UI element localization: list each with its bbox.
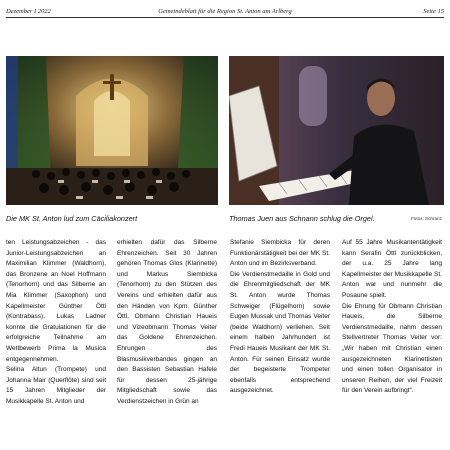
- header-rule: [6, 17, 444, 18]
- paragraph: Die Ehrung für Obmann Christian Haueis, die Silberne Verdienstmedaille, nahm dessen Stellvertreter Thomas Veiter vor: „Wir haben mit Christian einen ausgezeichneten Klarinettisten und einen tollen Organisator in unseren Reihen, der viel Freizeit für den Verein aufbringt“.: [342, 302, 442, 395]
- orchestra-concert-photo: [6, 56, 218, 205]
- issue-date: Dezember I 2022: [6, 8, 51, 15]
- paragraph: Auf 55 Jahre Musikantentätigkeit kann Serafin Öttl zurückblicken, der u.a. 25 Jahre lang Kapellmeister der Musikkapelle St. Anton war und nunmehr die Posaune spielt.: [342, 239, 442, 299]
- photo-caption: Thomas Juen aus Schnann schlug die Orgel.: [229, 214, 375, 223]
- publication-title: Gemeindeblatt für die Region St. Anton am Arlberg: [158, 8, 292, 15]
- article-column-1: [6, 238, 106, 408]
- article-column-4: [342, 238, 442, 397]
- organist-photo: [229, 56, 444, 205]
- article-column-3: [230, 238, 330, 397]
- paragraph: Die Verdienstmedaille in Gold und die Ehrenmitgliedschaft der MK St. Anton wurde Thomas Schweiger (Flügelhorn) sowie Eugen Mussak und Thomas Veiter (beide Waldhorn) verliehen. Seit einem halben Jahrhundert ist Fredi Haueis Musikant der MK St. Anton. Für seinen Einsatz wurde der begeisterte Trompeter ebenfalls entsprechend ausgezeichnet.: [230, 270, 330, 395]
- paragraph: erhielten dafür das Silberne Ehrenzeichen. Seit 30 Jahren gehören Thomas Glos (Klarinette) und Markus Siembicka (Tenorhorn) zu den Stützen des Vereins und erhielten dafür aus den Händen von Kpm. Günther Öttl, Obmann Christian Haueis und Vizeobmann Thomas Veiter das Goldene Ehrenzeichen. Ehrungen des Blasmusikverbandes gingen an den Bassisten Sebastian Hafele für dessen 25-jährige Mitgliedschaft sowie das Verdienstzeichen in Grün an: [117, 239, 217, 405]
- photo-caption: Die MK St. Anton lud zum Cäciliakonzert: [6, 214, 138, 223]
- paragraph: Stefanie Siembicka für deren Funktionärstätigkeit bei der MK St. Anton und im Bezirksverband.: [230, 239, 330, 268]
- paragraph: Selina Altun (Trompete) und Johanna Mair (Querflöte) sind seit 15 Jahren Mitglieder der Musikkapelle St. Anton und: [6, 366, 106, 405]
- page-number: Seite 15: [423, 8, 444, 15]
- article-column-2: [117, 238, 217, 408]
- photo-credit: Fotos: Schranz: [411, 216, 442, 221]
- paragraph: ten Leistungsabzeichen - das Junior-Leistungsabzeichen an Maximilian Klimmer (Waldhorn), das Bronzene an Noel Hoffmann (Tenorhorn) und das Silberne an Mia Klimmer (Saxophon) und Kapellmeister Günther Öttl (Kontrabass). Lukas Ladner konnte die Gratulationen für die erfolgreiche Teilnahme am Wettbewerb Prima la Musica entgegennehmen.: [6, 239, 106, 363]
